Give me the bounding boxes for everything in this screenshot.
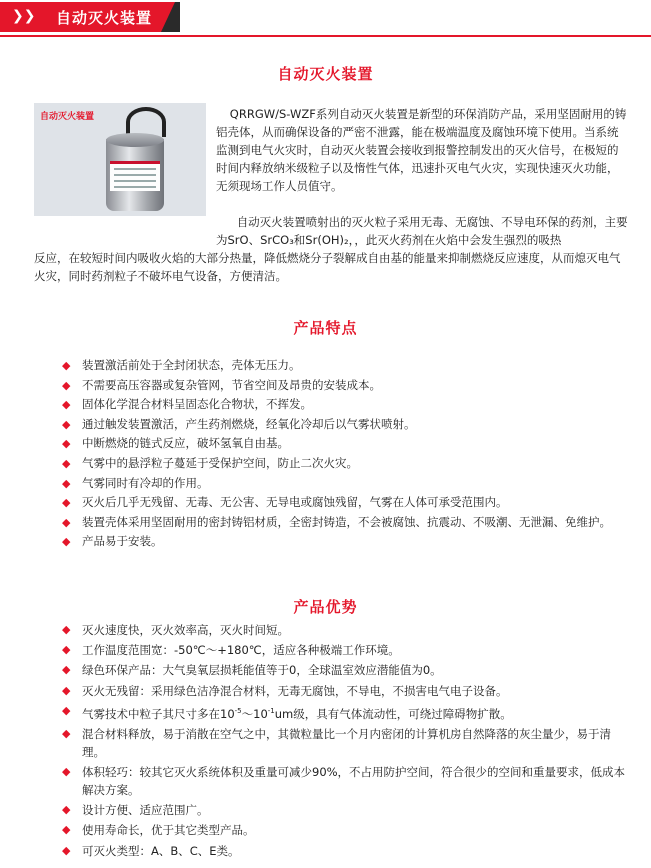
double-chevron-icon: ❯❯ [12,8,36,24]
red-diamond-icon: ◆ [62,726,71,740]
list-item: ◆ 体积轻巧：较其它灭火系统体积及重量可减少90%，不占用防护空间，符合很少的空间和重量要求，低成本解决方案。 [62,764,626,797]
list-item: ◆ 气雾中的悬浮粒子蔓延于受保护空间，防止二次火灾。 [60,454,630,474]
list-item: ◆ 中断燃烧的链式反应，破坏氢氧自由基。 [60,434,630,454]
list-item: ◆ 固体化学混合材料呈固态化合物状，不挥发。 [60,395,630,415]
list-item: ◆ 灭火后几乎无残留、无毒、无公害、无导电或腐蚀残留，气雾在人体可承受范围内。 [60,493,630,513]
list-item: ◆ 产品易于安装。 [60,532,630,552]
intro-paragraph-1: QRRGW/S-WZF系列自动灭火装置是新型的环保消防产品，采用坚固耐用的铸铝壳体，从而确保设备的严密不泄露，能在极端温度及腐蚀环境下使用。当系统监测到电气火灾时，自动灭火装置会接收到报警控制发出的灭火信号，在极短的时间内释放纳米级粒子以及惰性气体，迅速扑灭电气火灾，实现快速灭火功能，无须现场工作人员值守。 [216,107,627,193]
list-item: ◆ 设计方便、适应范围广。 [62,803,209,818]
list-item: ◆ 装置壳体采用坚固耐用的密封铸铝材质，全密封铸造，不会被腐蚀、抗震动、不吸潮、无泄漏、免维护。 [60,513,630,533]
red-diamond-icon: ◆ [62,476,71,490]
red-diamond-icon: ◆ [62,703,71,717]
list-item: ◆ 可灭火类型：A、B、C、E类。 [62,843,240,858]
red-diamond-icon: ◆ [62,535,71,549]
red-diamond-icon: ◆ [62,663,71,677]
list-item: ◆ 通过触发装置激活，产生药剂燃烧，经氧化冷却后以气雾状喷射。 [60,415,630,435]
red-diamond-icon: ◆ [62,437,71,451]
red-diamond-icon: ◆ [62,643,71,657]
red-diamond-icon: ◆ [62,496,71,510]
header-bar [0,2,651,38]
intro-paragraph-2-rest: 反应，在较短时间内吸收火焰的大部分热量，降低燃烧分子裂解成自由基的能量来抑制燃烧反应速度，从而熄灭电气火灾，同时药剂粒子不破坏电气设备，方便清洁。 [34,251,621,283]
features-title: 产品特点 [293,319,358,337]
features-list [60,356,630,552]
red-diamond-icon: ◆ [62,378,71,392]
list-item: ◆ 不需要高压容器或复杂管网，节省空间及昂贵的安装成本。 [60,376,630,396]
header-divider [0,35,651,37]
advantages-title: 产品优势 [293,598,358,616]
list-item: ◆ 气雾同时有冷却的作用。 [60,474,630,494]
red-diamond-icon: ◆ [62,683,71,697]
list-item: ◆ 气雾技术中粒子其尺寸多在$10^{-5}\sim 10^{-1}um$级，具有气体流动性，可绕过障碍物扩散。 [62,703,512,721]
list-item: ◆ 混合材料释放，易于消散在空气之中，其微粒量比一个月内密闭的计算机房自然降落的灰尘量少，易于清理。 [62,726,611,759]
header-title: 自动灭火装置 [56,9,153,27]
list-item: ◆ 灭火无残留：采用绿色洁净混合材料，无毒无腐蚀，不导电，不损害电气电子设备。 [62,683,508,698]
red-diamond-icon: ◆ [62,456,71,470]
list-item: ◆ 工作温度范围宽：-50℃～+180℃，适应各种极端工作环境。 [62,643,400,658]
red-diamond-icon: ◆ [62,359,71,372]
red-diamond-icon: ◆ [62,398,71,412]
product-image [34,103,206,216]
red-diamond-icon: ◆ [62,823,71,837]
red-diamond-icon: ◆ [62,623,71,636]
list-item: ◆ 使用寿命长，优于其它类型产品。 [62,823,255,838]
intro-paragraph-2-lead: 自动灭火装置喷射出的灭火粒子采用无毒、无腐蚀、不导电环保的药剂，主要为SrO、SrCO₃和Sr(OH)₂，，此灭火药剂在火焰中会发生强烈的吸热 [216,215,628,247]
product-canister-label [110,161,160,191]
product-image-label: 自动灭火装置 [40,112,95,122]
page-title: 自动灭火装置 [277,65,374,83]
product-canister-top [106,133,164,147]
red-diamond-icon: ◆ [62,515,71,529]
red-diamond-icon: ◆ [62,843,71,857]
advantages-list [60,621,630,862]
red-diamond-icon: ◆ [62,764,71,778]
list-item: ◆ 灭火速度快，灭火效率高，灭火时间短。 [62,623,289,637]
red-diamond-icon: ◆ [62,803,71,817]
red-diamond-icon: ◆ [62,417,71,431]
list-item: ◆ 绿色环保产品：大气臭氧层损耗能值等于0，全球温室效应潜能值为0。 [62,663,442,678]
list-item: ◆ 装置激活前处于全封闭状态，壳体无压力。 [60,356,630,376]
